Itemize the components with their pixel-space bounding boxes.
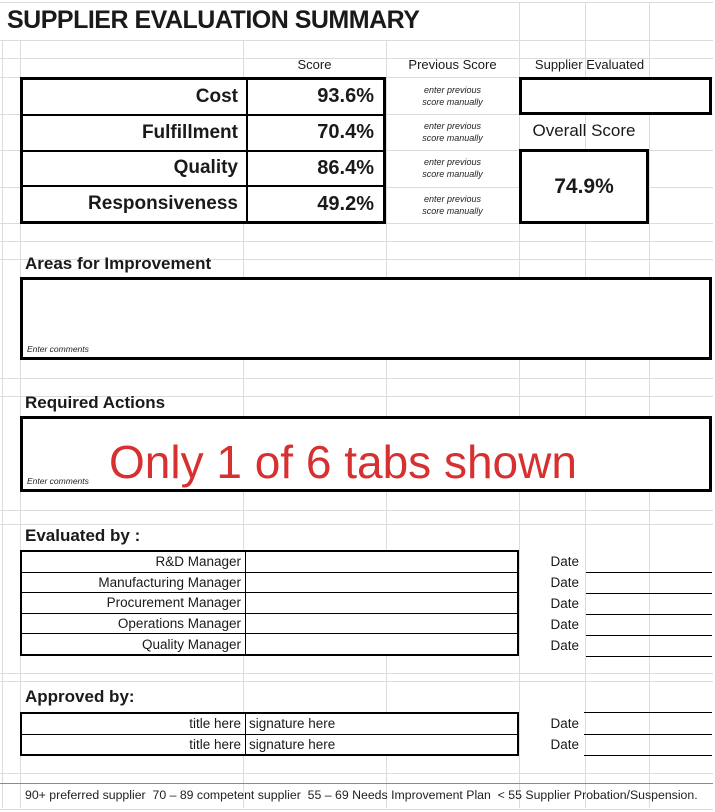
signature-cell[interactable]	[245, 593, 517, 613]
approved-row	[22, 734, 517, 755]
role-label: R&D Manager	[155, 554, 241, 570]
signature-cell[interactable]	[245, 573, 517, 593]
required-actions-input[interactable]	[20, 416, 712, 492]
previous-score-note-line1: enter previous	[423, 120, 482, 131]
approved-by-table	[20, 712, 519, 756]
page-title: SUPPLIER EVALUATION SUMMARY	[7, 6, 420, 34]
date-label: Date	[550, 617, 579, 632]
gridline-v	[2, 2, 3, 808]
rating-legend: 90+ preferred supplier 70 – 89 competent supplier 55 – 69 Needs Improvement Plan < 55 Supplier Probation/Suspension.	[25, 788, 698, 802]
date-field[interactable]	[586, 635, 712, 657]
overall-score-value: 74.9%	[519, 149, 649, 224]
approver-signature-cell[interactable]: signature here	[245, 714, 517, 734]
areas-for-improvement-heading: Areas for Improvement	[25, 254, 212, 273]
date-label: Date	[550, 737, 579, 752]
date-field[interactable]	[586, 572, 712, 594]
gridline-h	[0, 681, 713, 682]
score-label: Cost	[195, 85, 238, 107]
score-label: Quality	[173, 157, 238, 179]
evaluated-row	[22, 633, 517, 654]
role-label: Quality Manager	[141, 636, 241, 652]
previous-score-cell[interactable]	[386, 151, 519, 186]
approved-date-fields	[584, 712, 712, 756]
score-value-cell: 86.4%	[246, 152, 383, 186]
previous-score-note-line1: enter previous	[423, 156, 482, 167]
gridline-h	[0, 40, 713, 41]
gridline-v	[649, 2, 650, 808]
gridline-h	[0, 809, 713, 810]
previous-score-note-line1: enter previous	[423, 84, 482, 95]
score-row-fulfillment	[23, 114, 383, 150]
approver-title-cell[interactable]: title here	[189, 736, 241, 752]
date-field[interactable]	[584, 713, 712, 735]
previous-score-cell[interactable]	[386, 188, 519, 223]
previous-score-note-line1: enter previous	[423, 193, 482, 204]
score-value-cell: 93.6%	[246, 80, 383, 114]
role-label: Operations Manager	[117, 616, 241, 632]
evaluated-by-table	[20, 550, 519, 656]
score-label: Fulfillment	[141, 121, 238, 143]
date-label: Date	[550, 638, 579, 653]
score-value-cell: 70.4%	[246, 116, 383, 150]
role-label: Procurement Manager	[106, 595, 241, 611]
date-label: Date	[550, 716, 579, 731]
score-row-quality	[23, 150, 383, 186]
score-column-header: Score	[297, 57, 332, 72]
gridline-h	[0, 510, 713, 511]
tabs-note: Only 1 of 6 tabs shown	[109, 436, 577, 488]
previous-score-column-header: Previous Score	[408, 57, 497, 72]
signature-cell[interactable]	[245, 634, 517, 654]
date-label: Date	[550, 596, 579, 611]
date-label: Date	[550, 554, 579, 569]
score-table	[20, 77, 386, 224]
evaluated-row	[22, 552, 517, 572]
date-field[interactable]	[586, 551, 712, 573]
gridline-h	[0, 241, 713, 242]
score-label: Responsiveness	[88, 193, 238, 215]
score-value-cell: 49.2%	[246, 187, 383, 221]
comments-placeholder: Enter comments	[27, 476, 89, 486]
previous-score-note-line2: score manually	[422, 132, 483, 143]
approved-by-heading: Approved by:	[25, 687, 135, 706]
role-label: Manufacturing Manager	[98, 574, 241, 590]
overall-score-label: Overall Score	[532, 121, 636, 140]
evaluated-row	[22, 572, 517, 593]
previous-score-cell[interactable]	[386, 115, 519, 150]
gridline-h	[0, 673, 713, 674]
areas-for-improvement-input[interactable]	[20, 277, 712, 360]
score-row-responsiveness	[23, 185, 383, 221]
signature-cell[interactable]	[245, 614, 517, 634]
supplier-evaluated-header: Supplier Evaluated	[534, 57, 645, 72]
footer-divider	[0, 783, 713, 784]
score-row-cost	[23, 80, 383, 114]
previous-score-note-line2: score manually	[422, 205, 483, 216]
previous-score-cell[interactable]	[386, 79, 519, 114]
approved-row	[22, 714, 517, 734]
date-field[interactable]	[586, 593, 712, 615]
required-actions-heading: Required Actions	[25, 393, 166, 412]
date-label: Date	[550, 575, 579, 590]
evaluated-by-heading: Evaluated by :	[25, 526, 141, 545]
gridline-h	[0, 378, 713, 379]
gridline-h	[0, 773, 713, 774]
approver-title-cell[interactable]: title here	[189, 716, 241, 732]
date-field[interactable]	[584, 735, 712, 757]
approver-signature-cell[interactable]: signature here	[245, 735, 517, 755]
evaluated-row	[22, 613, 517, 634]
date-field[interactable]	[586, 614, 712, 636]
evaluated-row	[22, 592, 517, 613]
previous-score-note-line2: score manually	[422, 168, 483, 179]
gridline-h	[0, 524, 713, 525]
signature-cell[interactable]	[245, 552, 517, 572]
supplier-evaluated-input[interactable]	[519, 77, 712, 115]
previous-score-note-line2: score manually	[422, 96, 483, 107]
comments-placeholder: Enter comments	[27, 344, 89, 354]
